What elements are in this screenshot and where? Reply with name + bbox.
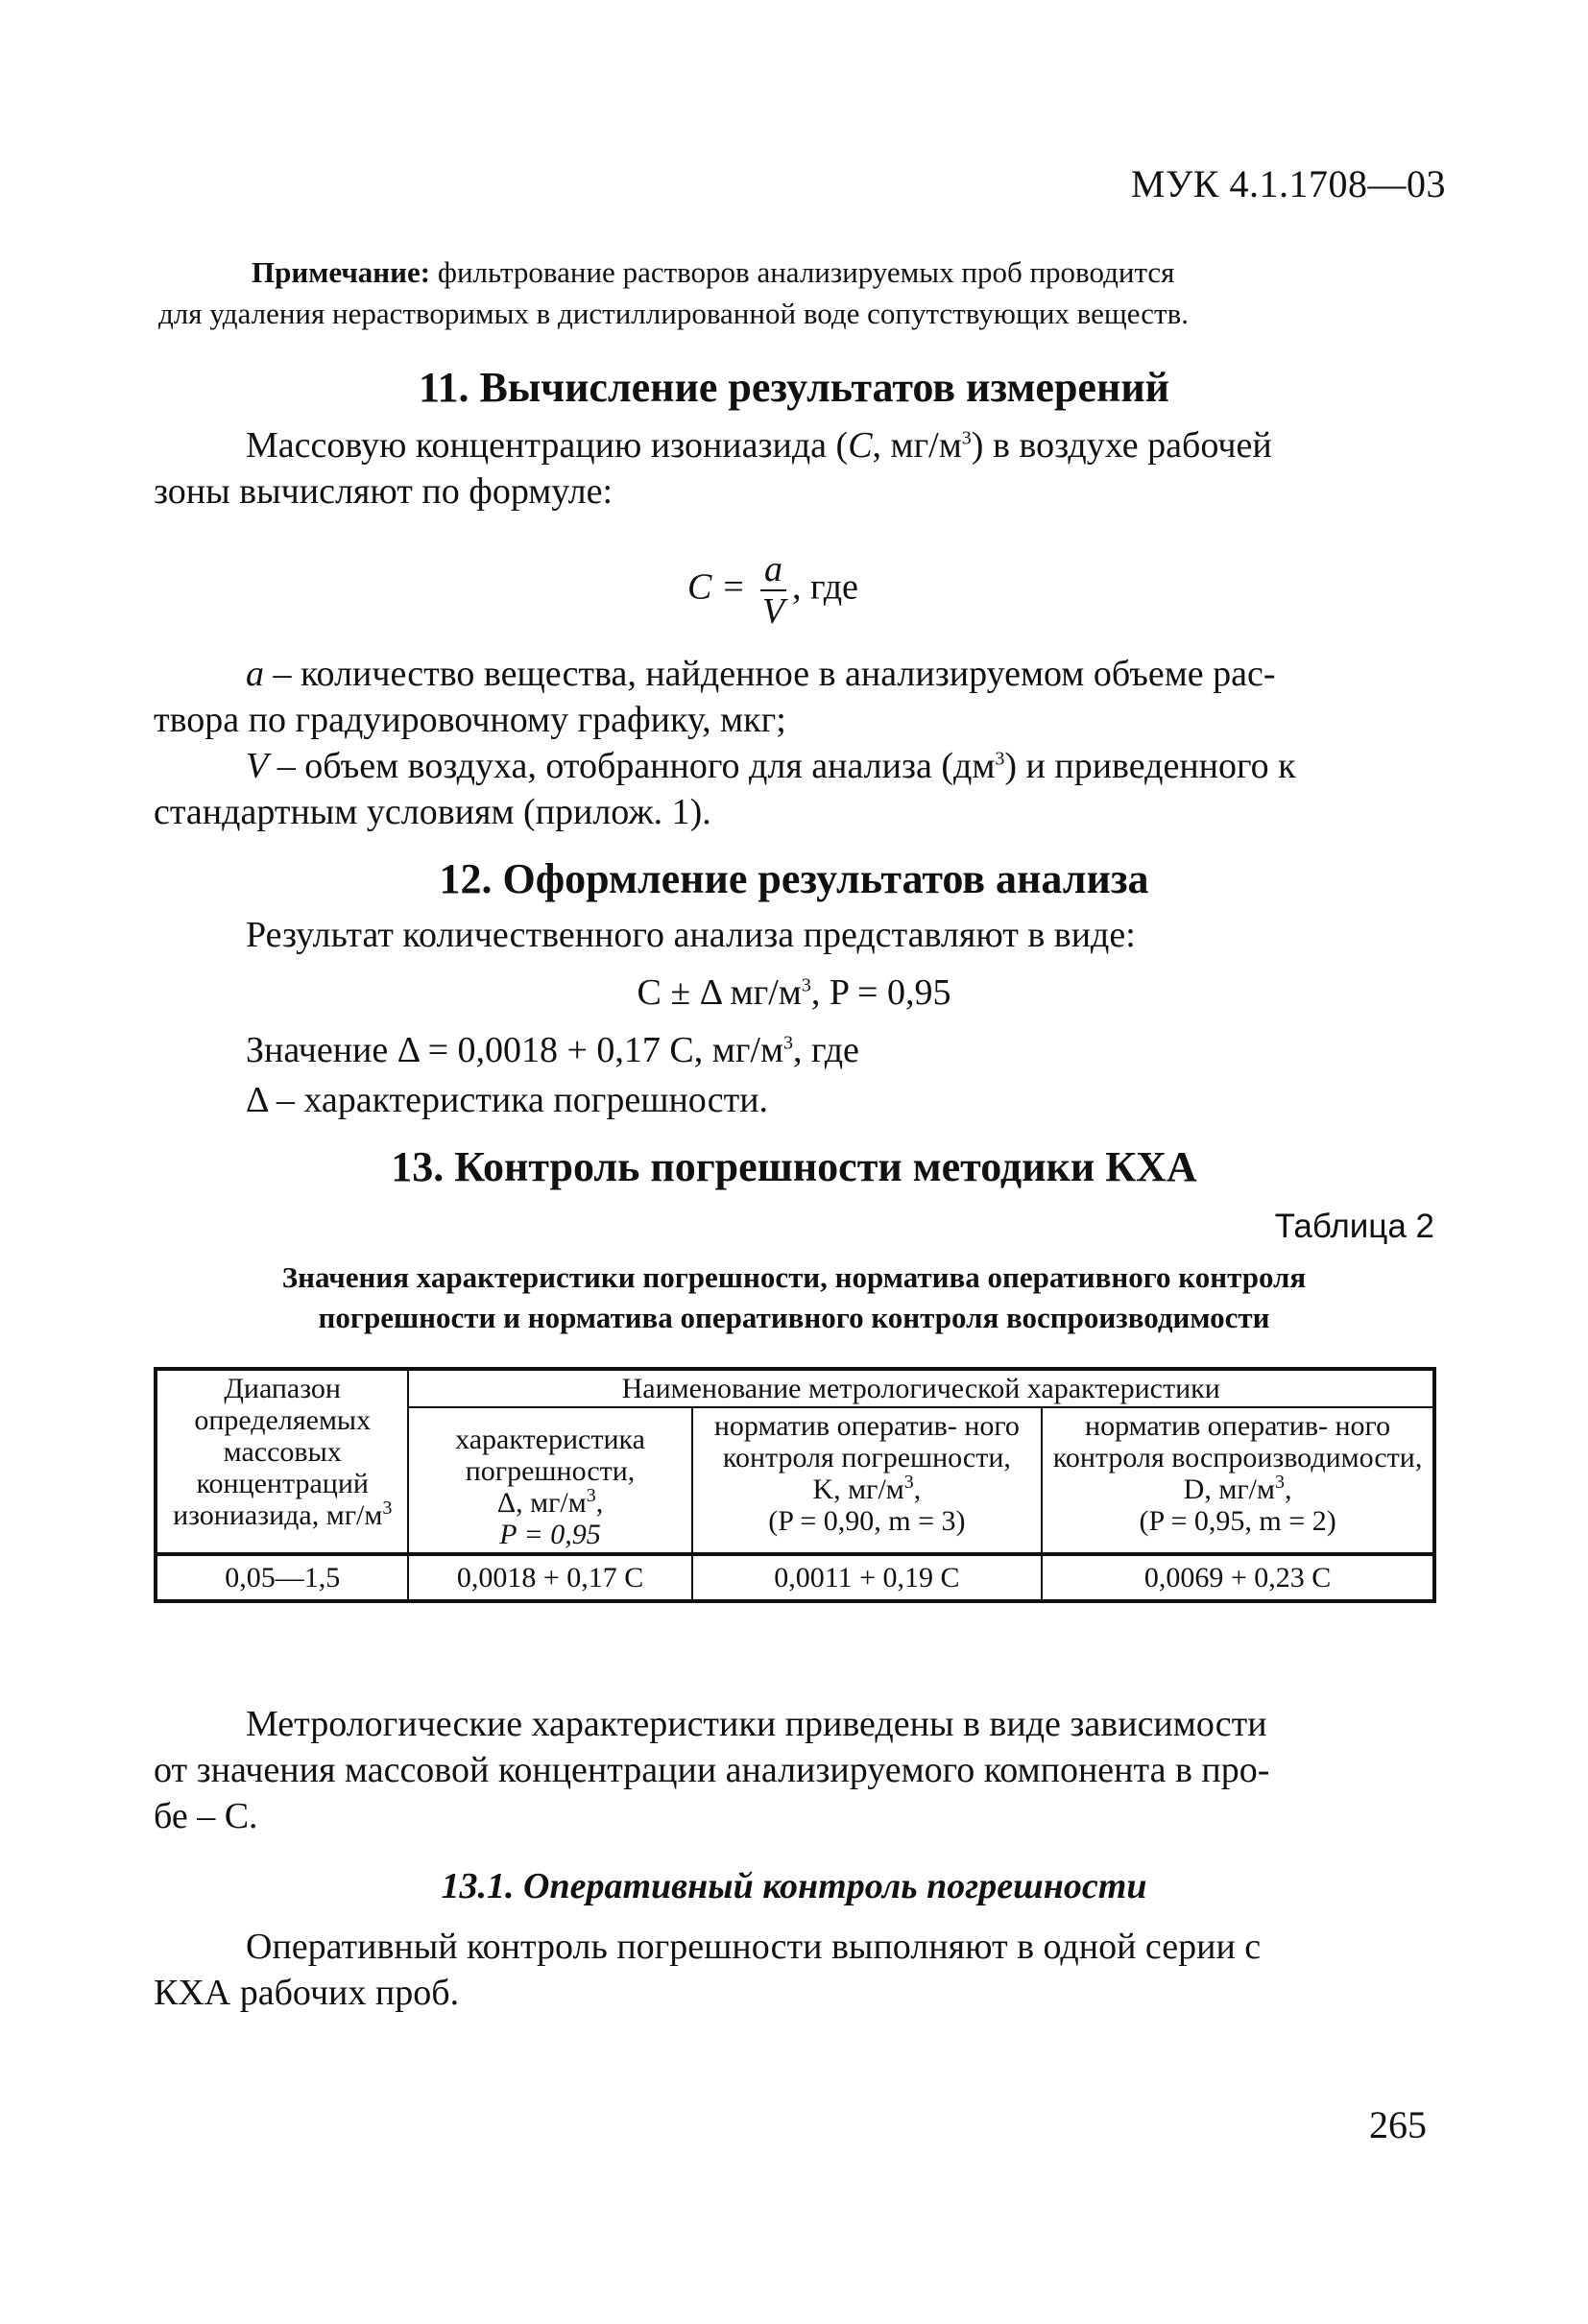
col-error-header: характеристика погрешности, Δ, $мг/м^3$, P = 0,95	[408, 1407, 691, 1554]
section-12-heading: 12. Оформление результатов анализа	[439, 855, 1149, 902]
group-header: Наименование метрологической характеристики	[408, 1369, 1434, 1407]
table-row	[156, 1554, 1434, 1601]
note-block	[158, 252, 1440, 334]
note-text-2: для удаления нерастворимых в дистиллированной воде сопутствующих веществ.	[158, 297, 1189, 330]
section-11-intro: Массовую концентрацию изониазида (C, $мг/м^3$) в воздухе рабочей зоны вычисляют по формуле:	[154, 425, 1272, 512]
result-form: C ± Δ $мг/м^3$, P = 0,95	[637, 972, 951, 1013]
metrology-note: Метрологические характеристики приведены в виде зависимости от значения массовой концентрации анализируемого компонента в про- бе – C.	[154, 1704, 1270, 1836]
note-label: Примечание:	[252, 255, 431, 289]
definition-a: a – количество вещества, найденное в анализируемом объеме рас- твора по градуировочному графику, мкг;	[154, 654, 1276, 740]
delta-value: Значение Δ = 0,0018 + 0,17 C, $мг/м^3$, где	[246, 1030, 859, 1070]
cell-range: 0,05—1,5	[156, 1554, 408, 1601]
col-range-header: Диапазон определяемых массовых концентраций изониазида, $мг/м^3$	[156, 1369, 408, 1554]
col-d-header: норматив оператив- ного контроля воспроизводимости, D, $мг/м^3$, (P = 0,95, m = 2)	[1042, 1407, 1434, 1554]
col-k-header: норматив оператив- ного контроля погрешности, K, $мг/м^3$, (P = 0,90, m = 3)	[692, 1407, 1042, 1554]
section-13-1-heading: 13.1. Оперативный контроль погрешности	[441, 1866, 1147, 1906]
definition-v: V – объем воздуха, отобранного для анализа $(дм^3)$ и приведенного к стандартным условиям (прилож. 1).	[154, 746, 1296, 832]
section-13-1-text: Оперативный контроль погрешности выполняют в одной серии с КХА рабочих проб.	[154, 1927, 1262, 2013]
formula-numerator: a	[760, 549, 786, 591]
formula-c: C = $\frac{a}{V}$ , где	[687, 549, 858, 632]
table-number: Таблица 2	[1274, 1208, 1434, 1245]
section-12-intro: Результат количественного анализа представляют в виде:	[246, 915, 1136, 955]
delta-definition: Δ – характеристика погрешности.	[246, 1080, 769, 1120]
page-number: 265	[1369, 2103, 1427, 2146]
metrology-table	[154, 1367, 1436, 1603]
document-code: МУК 4.1.1708—03	[1130, 162, 1446, 205]
table-caption: Значения характеристики погрешности, норматива оперативного контроля погрешности и норматива оперативного контроля воспроизводимости	[281, 1260, 1307, 1334]
cell-d: 0,0069 + 0,23 C	[1042, 1554, 1434, 1601]
cell-k: 0,0011 + 0,19 C	[692, 1554, 1042, 1601]
section-11-heading: 11. Вычисление результатов измерений	[418, 364, 1170, 411]
note-text-1: фильтрование растворов анализируемых проб проводится	[437, 255, 1175, 289]
section-13-heading: 13. Контроль погрешности методики КХА	[391, 1143, 1197, 1190]
cell-error: 0,0018 + 0,17 C	[408, 1554, 691, 1601]
formula-denominator: V	[761, 591, 785, 632]
